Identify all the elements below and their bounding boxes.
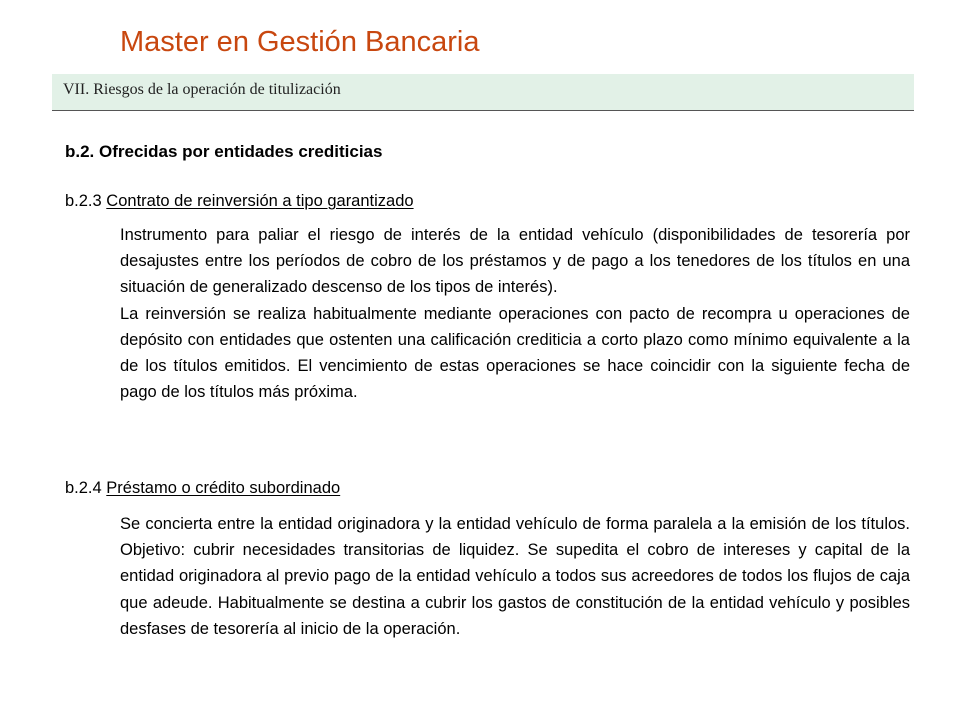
paragraph: Instrumento para paliar el riesgo de interés de la entidad vehículo (disponibilidades de tesorería por desajustes entre los períodos de cobro de los préstamos y de pago a los tenedores de los títulos en una situación de generalizado descenso de los tipos de interés). <box>120 226 910 297</box>
paragraph: Se concierta entre la entidad originadora y la entidad vehículo de forma paralela a la emisión de los títulos. Objetivo: cubrir necesidades transitorias de liquidez. Se supedita el cobro de intereses y capital de la entidad originadora al previo pago de la entidad vehículo a todos sus acreedores de todos los flujos de caja que adeude. Habitualmente se destina a cubrir los gastos de constitución de la entidad vehículo y posibles desfases de tesorería al inicio de la operación. <box>120 515 910 638</box>
paragraph: La reinversión se realiza habitualmente mediante operaciones con pacto de recompra u operaciones de depósito con entidades que ostenten una calificación crediticia a corto plazo como mínimo equivalente a la de los títulos emitidos. El vencimiento de estas operaciones se hace coincidir con la siguiente fecha de pago de los títulos más próxima. <box>120 304 910 402</box>
subtitle-band <box>52 74 914 111</box>
item-number: b.2.4 <box>65 479 102 497</box>
item-number: b.2.3 <box>65 192 102 210</box>
item-title: Contrato de reinversión a tipo garantizado <box>106 192 414 210</box>
item-body-b23 <box>120 222 910 405</box>
section-heading: b.2. Ofrecidas por entidades crediticias <box>65 142 383 161</box>
section-subtitle: VII. Riesgos de la operación de titulización <box>63 81 341 98</box>
item-title: Préstamo o crédito subordinado <box>106 479 341 497</box>
item-heading-b24 <box>65 479 340 498</box>
item-heading-b23 <box>65 192 414 211</box>
page-title: Master en Gestión Bancaria <box>120 26 480 58</box>
item-body-b24 <box>120 511 910 642</box>
